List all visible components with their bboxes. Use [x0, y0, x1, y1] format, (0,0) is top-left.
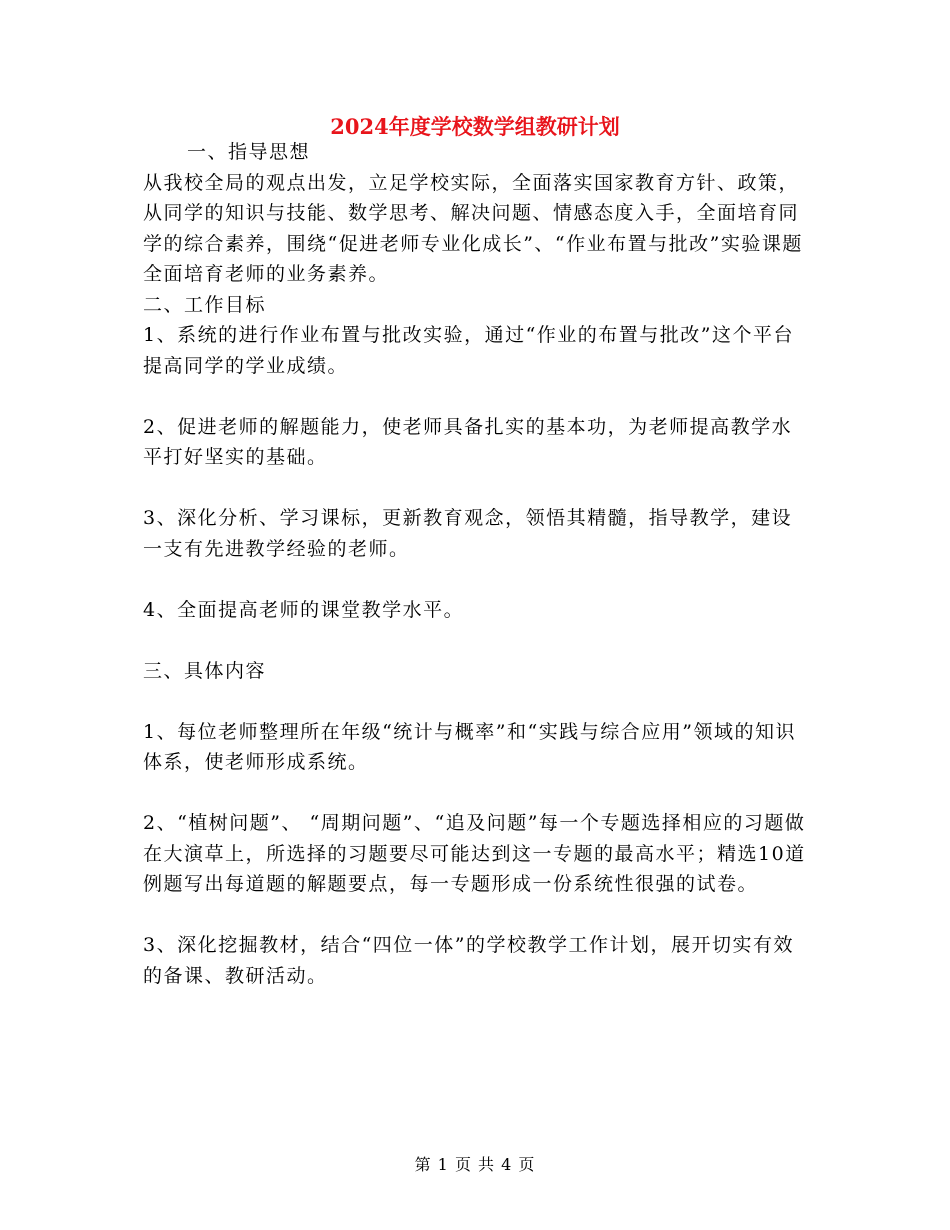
section-heading-guiding-thought: 一、指导思想 — [187, 141, 311, 163]
section-heading-specific-content: 三、具体内容 — [143, 659, 267, 682]
content-item-3: 3、深化挖掘教材，结合“四位一体”的学校教学工作计划，展开切实有效的备课、教研活动。 — [143, 934, 795, 987]
spacer — [143, 473, 811, 504]
page-footer: 第 1 页 共 4 页 — [414, 1155, 536, 1174]
spacer — [143, 900, 811, 931]
spacer — [143, 686, 811, 717]
spacer — [143, 625, 811, 656]
goal-item-3: 3、深化分析、学习课标，更新教育观念，领悟其精髓，指导教学，建设一支有先进教学经验的老师。 — [143, 507, 793, 560]
goal-item-4: 4、全面提高老师的课堂教学水平。 — [143, 598, 465, 621]
spacer — [143, 778, 811, 809]
document-title: 2024年度学校数学组教研计划 — [330, 114, 620, 139]
paragraph-guiding-thought: 从我校全局的观点出发，立足学校实际，全面落实国家教育方针、政策，从同学的知识与技能、数学思考、解决问题、情感态度入手，全面培育同学的综合素养，围绕“促进老师专业化成长”、“作业布置与批改”实验课题全面培育老师的业务素养。 — [143, 171, 803, 285]
spacer — [143, 381, 811, 412]
content-item-2: 2、“植树问题”、 “周期问题”、“追及问题”每一个专题选择相应的习题做在大演草上，所选择的习题要尽可能达到这一专题的最高水平；精选10道例题写出每道题的解题要点，每一专题形成一份系统性很强的试卷。 — [143, 812, 806, 895]
spacer — [143, 564, 811, 595]
goal-item-2: 2、促进老师的解题能力，使老师具备扎实的基本功，为老师提高教学水平打好坚实的基础。 — [143, 415, 793, 468]
content-item-1: 1、每位老师整理所在年级“统计与概率”和“实践与综合应用”领域的知识体系，使老师形成系统。 — [143, 720, 796, 773]
document-body — [143, 137, 811, 991]
section-heading-work-goals: 二、工作目标 — [143, 293, 267, 316]
goal-item-1: 1、系统的进行作业布置与批改实验，通过“作业的布置与批改”这个平台提高同学的学业成绩。 — [143, 324, 795, 377]
